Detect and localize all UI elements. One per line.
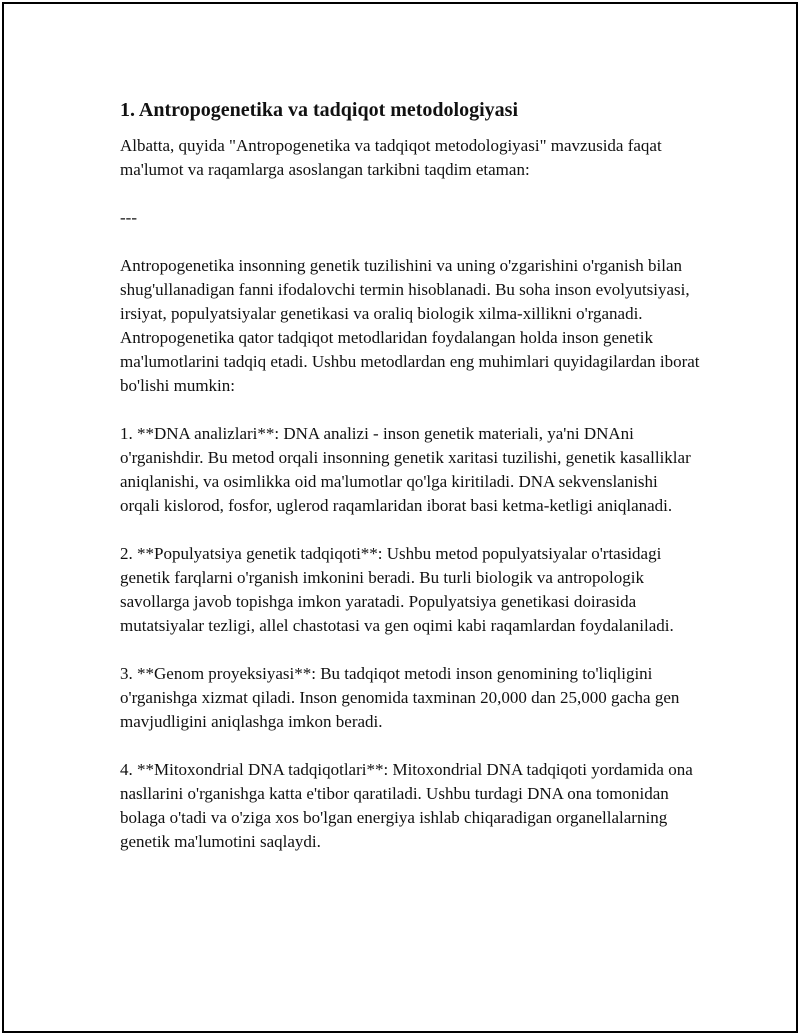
document-body — [120, 96, 700, 854]
separator: --- — [120, 208, 137, 227]
list-item-genome-projection: 3. **Genom proyeksiyasi**: Bu tadqiqot metodi inson genomining to'liqligini o'rganishga xizmat qiladi. Inson genomida taxminan 20,000 dan 25,000 gacha gen mavjudligini aniqlashga imkon beradi. — [120, 664, 680, 731]
document-title: 1. Antropogenetika va tadqiqot metodologiyasi — [120, 99, 518, 121]
list-item-mitochondrial-dna: 4. **Mitoxondrial DNA tadqiqotlari**: Mitoxondrial DNA tadqiqoti yordamida ona nasllarini o'rganishga katta e'tibor qaratiladi. Ushbu turdagi DNA ona tomonidan bolaga o'tadi va o'ziga xos bo'lgan energiya ishlab chiqaradigan organellalarning genetik ma'lumotini saqlaydi. — [120, 760, 693, 851]
document-page — [2, 2, 798, 1033]
body-paragraph: Antropogenetika insonning genetik tuzilishini va uning o'zgarishini o'rganish bilan shug'ullanadigan fanni ifodalovchi termin hisoblanadi. Bu soha inson evolyutsiyasi, irsiyat, populyatsiyalar genetikasi va oraliq biologik xilma-xillikni o'rganadi. Antropogenetika qator tadqiqot metodlaridan foydalangan holda inson genetik ma'lumotlarini tadqiq etadi. Ushbu metodlardan eng muhimlari quyidagilardan iborat bo'lishi mumkin: — [120, 256, 700, 395]
list-item-population-genetics: 2. **Populyatsiya genetik tadqiqoti**: Ushbu metod populyatsiyalar o'rtasidagi genetik farqlarni o'rganish imkonini beradi. Bu turli biologik va antropologik savollarga javob topishga imkon yaratadi. Populyatsiya genetikasi doirasida mutatsiyalar tezligi, allel chastotasi va gen oqimi kabi raqamlardan foydalaniladi. — [120, 544, 674, 635]
list-item-dna-analysis: 1. **DNA analizlari**: DNA analizi - inson genetik materiali, ya'ni DNAni o'rganishdir. Bu metod orqali insonning genetik xaritasi tuzilishi, genetik kasalliklar aniqlanishi, va osimlikka oid ma'lumotlar qo'lga kiritiladi. DNA sekvenslanishi orqali kislorod, fosfor, uglerod raqamlaridan iborat basi ketma-ketligi aniqlanadi. — [120, 424, 691, 515]
intro-paragraph: Albatta, quyida "Antropogenetika va tadqiqot metodologiyasi" mavzusida faqat ma'lumot va raqamlarga asoslangan tarkibni taqdim etaman: — [120, 136, 662, 179]
